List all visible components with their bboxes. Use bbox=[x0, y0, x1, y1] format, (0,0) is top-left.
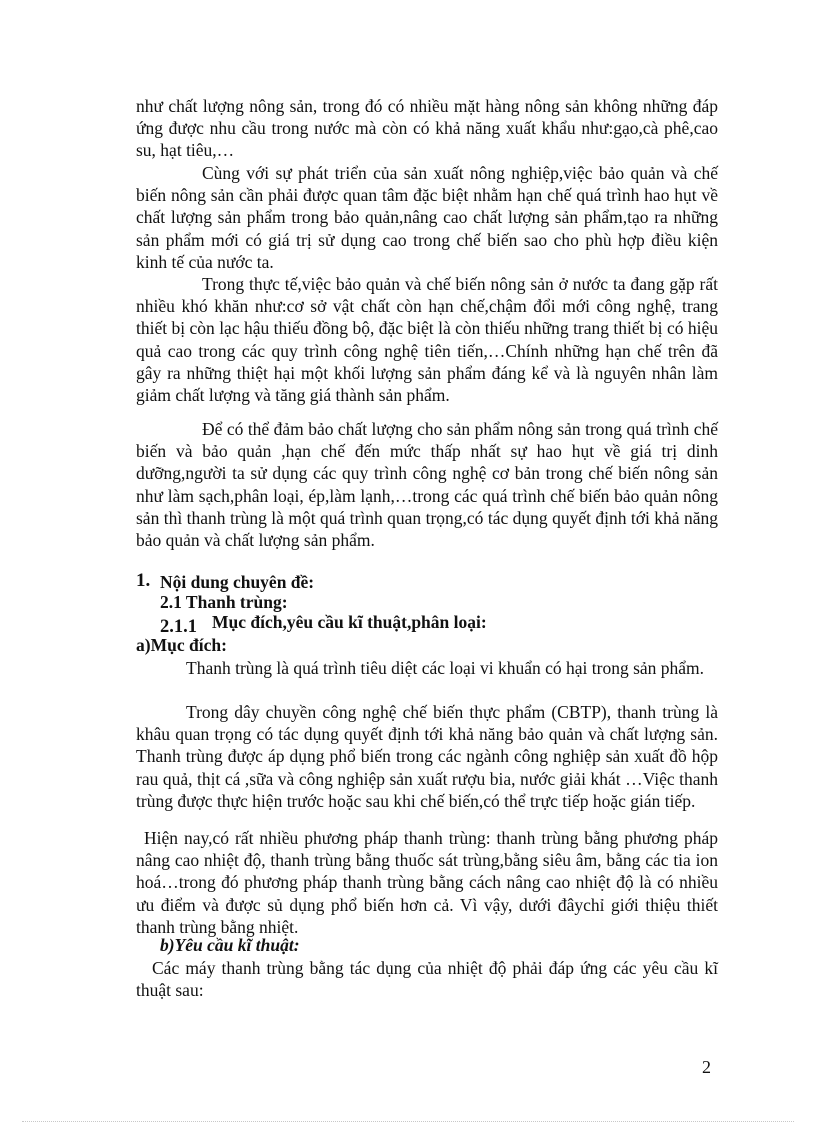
paragraph-intro-continued: như chất lượng nông sản, trong đó có nhiều mặt hàng nông sản không những đáp ứng được nhu cầu trong nước mà còn có khả năng xuất khẩu như:gạo,cà phê,cao su, hạt tiêu,… bbox=[136, 96, 718, 161]
heading-5: b)Yêu cầu kĩ thuật: bbox=[160, 935, 300, 955]
heading-1-number: 1. bbox=[136, 570, 151, 591]
paragraph-cbtp: Trong dây chuyền công nghệ chế biến thực phẩm (CBTP), thanh trùng là khâu quan trọng có tác dụng quyết định tới khả năng bảo quản và chất lượng sản. Thanh trùng được áp dụng phổ biến trong các ngành công nghiệp sản xuất đồ hộp rau quả, thịt cá ,sữa và công nghiệp sản xuất rượu bia, nước giải khát …Việc thanh trùng được thực hiện trước hoặc sau khi chế biến,có thể trực tiếp hoặc gián tiếp. bbox=[136, 702, 718, 811]
heading-3: Mục đích,yêu cầu kĩ thuật,phân loại: bbox=[212, 612, 487, 632]
paragraph-methods: Hiện nay,có rất nhiều phương pháp thanh trùng: thanh trùng bằng phương pháp nâng cao nhiệt độ, thanh trùng bằng thuốc sát trùng,bằng siêu âm, bằng các tia ion hoá…trong đó phương pháp thanh trùng bằng cách nâng cao nhiệt độ là có nhiều ưu điểm và được sủ dụng phổ biến hơn cả. Vì vậy, dưới đâychỉ giới thiệu thiết thanh trùng bằng nhiệt. bbox=[136, 828, 718, 937]
page-number: 2 bbox=[702, 1057, 711, 1077]
heading-4: a)Mục đích: bbox=[136, 635, 227, 655]
heading-2: 2.1 Thanh trùng: bbox=[160, 592, 288, 612]
heading-1: Nội dung chuyên đề: bbox=[160, 572, 315, 592]
paragraph-quality: Để có thể đảm bảo chất lượng cho sản phẩm nông sản trong quá trình chế biến và bảo quản ,hạn chế đến mức thấp nhất sự hao hụt về giá trị dinh dưỡng,người ta sử dụng các quy trình công nghệ cơ bản trong chế biến nông sản như làm sạch,phân loại, ép,làm lạnh,…trong các quá trình chế biến bảo quản nông sản thì thanh trùng là một quá trình quan trọng,có tác dụng quyết định tới khả năng bảo quản và chất lượng sản phẩm. bbox=[136, 419, 718, 551]
paragraph-development: Cùng với sự phát triển của sản xuất nông nghiệp,việc bảo quản và chế biến nông sản cần phải được quan tâm đặc biệt nhằm hạn chế quá trình hao hụt về chất lượng sản phẩm trong bảo quản,nâng cao chất lượng sản phẩm,tạo ra những sản phẩm mới có giá trị sử dụng cao trong chế biến sao cho phù hợp điều kiện kinh tế của nước ta. bbox=[136, 163, 718, 272]
page-bottom-rule bbox=[22, 1121, 794, 1122]
heading-3-number: 2.1.1 bbox=[160, 617, 197, 637]
paragraph-definition: Thanh trùng là quá trình tiêu diệt các loại vi khuẩn có hại trong sản phẩm. bbox=[186, 658, 705, 678]
paragraph-requirements: Các máy thanh trùng bằng tác dụng của nhiệt độ phải đáp ứng các yêu cầu kĩ thuật sau: bbox=[136, 958, 718, 1001]
paragraph-reality: Trong thực tế,việc bảo quản và chế biến nông sản ở nước ta đang gặp rất nhiều khó khăn như:cơ sở vật chất còn hạn chế,chậm đổi mới công nghệ, trang thiết bị còn lạc hậu thiếu đồng bộ, đặc biệt là còn thiếu những trang thiết bị có hiệu quả cao trong các quy trình công nghệ tiên tiến,…Chính những hạn chế trên đã gây ra những thiệt hại một khối lượng sản phẩm đáng kể và là nguyên nhân làm giảm chất lượng và tăng giá thành sản phẩm. bbox=[136, 274, 718, 406]
